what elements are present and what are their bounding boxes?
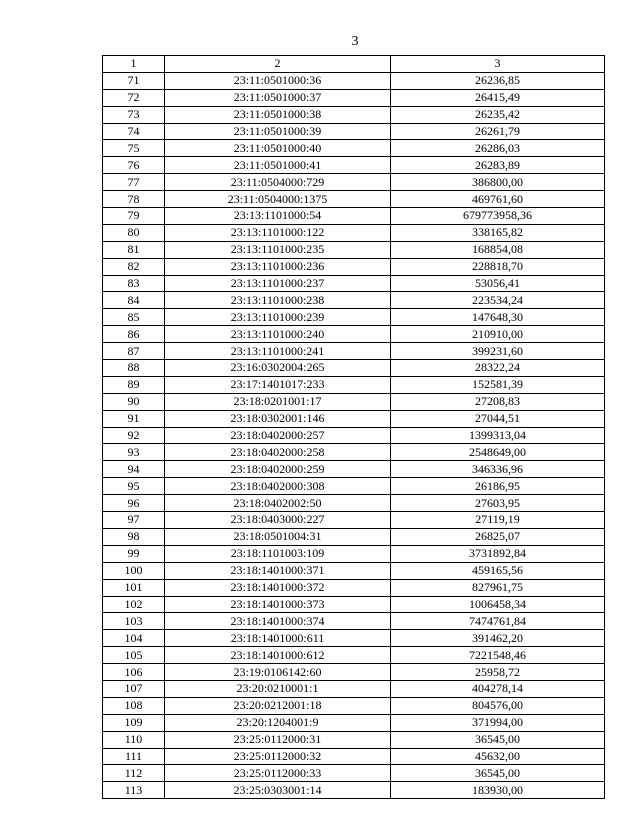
table-row: [103, 613, 605, 630]
value-cell: 27119,19: [391, 512, 605, 529]
table-row: [103, 495, 605, 512]
value-cell: 168854,08: [391, 241, 605, 258]
cadastral-number-cell: 23:18:0302001:146: [165, 410, 391, 427]
table-row: [103, 630, 605, 647]
table-row: [103, 376, 605, 393]
value-cell: 223534,24: [391, 292, 605, 309]
table-row: [103, 191, 605, 208]
cadastral-number-cell: 23:18:1401000:371: [165, 562, 391, 579]
row-number-cell: 108: [103, 697, 165, 714]
table-row: [103, 664, 605, 681]
row-number-cell: 95: [103, 478, 165, 495]
column-header-number: 1: [103, 56, 165, 73]
table-row: [103, 444, 605, 461]
row-number-cell: 93: [103, 444, 165, 461]
value-cell: 459165,56: [391, 562, 605, 579]
value-cell: 45632,00: [391, 748, 605, 765]
value-cell: 2548649,00: [391, 444, 605, 461]
table-row: [103, 360, 605, 377]
row-number-cell: 91: [103, 410, 165, 427]
table-row: [103, 714, 605, 731]
cadastral-number-cell: 23:16:0302004:265: [165, 360, 391, 377]
row-number-cell: 85: [103, 309, 165, 326]
cadastral-number-cell: 23:11:0501000:37: [165, 89, 391, 106]
table-row: [103, 748, 605, 765]
cadastral-number-cell: 23:18:1401000:373: [165, 596, 391, 613]
cadastral-number-cell: 23:18:1401000:611: [165, 630, 391, 647]
cadastral-number-cell: 23:13:1101000:235: [165, 241, 391, 258]
row-number-cell: 84: [103, 292, 165, 309]
cadastral-number-cell: 23:25:0112000:33: [165, 765, 391, 782]
table-row: [103, 393, 605, 410]
value-cell: 26186,95: [391, 478, 605, 495]
cadastral-number-cell: 23:19:0106142:60: [165, 664, 391, 681]
cadastral-number-cell: 23:13:1101000:54: [165, 208, 391, 225]
value-cell: 28322,24: [391, 360, 605, 377]
table-row: [103, 157, 605, 174]
table-row: [103, 174, 605, 191]
table-row: [103, 528, 605, 545]
value-cell: 27603,95: [391, 495, 605, 512]
value-cell: 36545,00: [391, 765, 605, 782]
row-number-cell: 105: [103, 647, 165, 664]
page-number: 3: [351, 34, 359, 49]
table-row: [103, 258, 605, 275]
row-number-cell: 109: [103, 714, 165, 731]
cadastral-number-cell: 23:18:1401000:372: [165, 579, 391, 596]
row-number-cell: 73: [103, 106, 165, 123]
table-body: [103, 72, 605, 798]
cadastral-number-cell: 23:18:1101003:109: [165, 545, 391, 562]
cadastral-number-cell: 23:11:0504000:1375: [165, 191, 391, 208]
table-row: [103, 275, 605, 292]
row-number-cell: 90: [103, 393, 165, 410]
cadastral-number-cell: 23:13:1101000:237: [165, 275, 391, 292]
value-cell: 27044,51: [391, 410, 605, 427]
table-header-row: [103, 56, 605, 73]
value-cell: 1006458,34: [391, 596, 605, 613]
cadastral-value-table: [102, 55, 605, 799]
value-cell: 26415,49: [391, 89, 605, 106]
value-cell: 386800,00: [391, 174, 605, 191]
cadastral-number-cell: 23:11:0501000:38: [165, 106, 391, 123]
cadastral-number-cell: 23:11:0501000:41: [165, 157, 391, 174]
value-cell: 183930,00: [391, 782, 605, 799]
cadastral-number-cell: 23:18:0402000:308: [165, 478, 391, 495]
cadastral-number-cell: 23:11:0504000:729: [165, 174, 391, 191]
cadastral-number-cell: 23:20:0212001:18: [165, 697, 391, 714]
value-cell: 679773958,36: [391, 208, 605, 225]
cadastral-number-cell: 23:11:0501000:39: [165, 123, 391, 140]
value-cell: 36545,00: [391, 731, 605, 748]
cadastral-number-cell: 23:11:0501000:36: [165, 72, 391, 89]
value-cell: 371994,00: [391, 714, 605, 731]
row-number-cell: 75: [103, 140, 165, 157]
value-cell: 25958,72: [391, 664, 605, 681]
cadastral-number-cell: 23:25:0112000:31: [165, 731, 391, 748]
row-number-cell: 81: [103, 241, 165, 258]
value-cell: 210910,00: [391, 326, 605, 343]
cadastral-number-cell: 23:13:1101000:122: [165, 224, 391, 241]
row-number-cell: 94: [103, 461, 165, 478]
value-cell: 27208,83: [391, 393, 605, 410]
table-row: [103, 309, 605, 326]
row-number-cell: 112: [103, 765, 165, 782]
cadastral-number-cell: 23:18:0402002:50: [165, 495, 391, 512]
value-cell: 804576,00: [391, 697, 605, 714]
value-cell: 53056,41: [391, 275, 605, 292]
table-row: [103, 647, 605, 664]
value-cell: 26236,85: [391, 72, 605, 89]
cadastral-number-cell: 23:13:1101000:241: [165, 343, 391, 360]
table-row: [103, 427, 605, 444]
row-number-cell: 110: [103, 731, 165, 748]
table-row: [103, 106, 605, 123]
value-cell: 26825,07: [391, 528, 605, 545]
table-row: [103, 410, 605, 427]
value-cell: 228818,70: [391, 258, 605, 275]
table-row: [103, 680, 605, 697]
row-number-cell: 77: [103, 174, 165, 191]
row-number-cell: 79: [103, 208, 165, 225]
table-row: [103, 697, 605, 714]
table-row: [103, 545, 605, 562]
table-row: [103, 72, 605, 89]
table-row: [103, 89, 605, 106]
cadastral-number-cell: 23:18:0501004:31: [165, 528, 391, 545]
value-cell: 399231,60: [391, 343, 605, 360]
value-cell: 7474761,84: [391, 613, 605, 630]
value-cell: 827961,75: [391, 579, 605, 596]
cadastral-number-cell: 23:25:0112000:32: [165, 748, 391, 765]
table-row: [103, 123, 605, 140]
cadastral-number-cell: 23:13:1101000:238: [165, 292, 391, 309]
row-number-cell: 96: [103, 495, 165, 512]
cadastral-number-cell: 23:20:0210001:1: [165, 680, 391, 697]
cadastral-number-cell: 23:18:1401000:612: [165, 647, 391, 664]
row-number-cell: 97: [103, 512, 165, 529]
cadastral-number-cell: 23:11:0501000:40: [165, 140, 391, 157]
row-number-cell: 113: [103, 782, 165, 799]
table-row: [103, 782, 605, 799]
row-number-cell: 86: [103, 326, 165, 343]
row-number-cell: 72: [103, 89, 165, 106]
cadastral-number-cell: 23:13:1101000:239: [165, 309, 391, 326]
value-cell: 469761,60: [391, 191, 605, 208]
cadastral-number-cell: 23:18:0402000:258: [165, 444, 391, 461]
table-row: [103, 731, 605, 748]
cadastral-number-cell: 23:18:1401000:374: [165, 613, 391, 630]
table-row: [103, 208, 605, 225]
table-row: [103, 140, 605, 157]
table-row: [103, 765, 605, 782]
row-number-cell: 83: [103, 275, 165, 292]
value-cell: 3731892,84: [391, 545, 605, 562]
value-cell: 26286,03: [391, 140, 605, 157]
column-header-value: 3: [391, 56, 605, 73]
row-number-cell: 102: [103, 596, 165, 613]
table-row: [103, 343, 605, 360]
row-number-cell: 74: [103, 123, 165, 140]
table-row: [103, 562, 605, 579]
value-cell: 338165,82: [391, 224, 605, 241]
row-number-cell: 101: [103, 579, 165, 596]
row-number-cell: 104: [103, 630, 165, 647]
table-row: [103, 292, 605, 309]
row-number-cell: 111: [103, 748, 165, 765]
cadastral-number-cell: 23:18:0403000:227: [165, 512, 391, 529]
cadastral-number-cell: 23:17:1401017:233: [165, 376, 391, 393]
value-cell: 404278,14: [391, 680, 605, 697]
value-cell: 147648,30: [391, 309, 605, 326]
column-header-cadastral-number: 2: [165, 56, 391, 73]
row-number-cell: 87: [103, 343, 165, 360]
row-number-cell: 99: [103, 545, 165, 562]
cadastral-number-cell: 23:13:1101000:240: [165, 326, 391, 343]
value-cell: 26283,89: [391, 157, 605, 174]
table-row: [103, 596, 605, 613]
table-row: [103, 461, 605, 478]
row-number-cell: 71: [103, 72, 165, 89]
table-row: [103, 579, 605, 596]
row-number-cell: 100: [103, 562, 165, 579]
row-number-cell: 78: [103, 191, 165, 208]
value-cell: 7221548,46: [391, 647, 605, 664]
table-row: [103, 241, 605, 258]
value-cell: 391462,20: [391, 630, 605, 647]
table-row: [103, 478, 605, 495]
cadastral-number-cell: 23:13:1101000:236: [165, 258, 391, 275]
cadastral-number-cell: 23:18:0402000:259: [165, 461, 391, 478]
table-row: [103, 512, 605, 529]
value-cell: 1399313,04: [391, 427, 605, 444]
row-number-cell: 107: [103, 680, 165, 697]
value-cell: 26235,42: [391, 106, 605, 123]
value-cell: 26261,79: [391, 123, 605, 140]
cadastral-number-cell: 23:18:0201001:17: [165, 393, 391, 410]
value-cell: 346336,96: [391, 461, 605, 478]
cadastral-number-cell: 23:20:1204001:9: [165, 714, 391, 731]
row-number-cell: 103: [103, 613, 165, 630]
cadastral-number-cell: 23:18:0402000:257: [165, 427, 391, 444]
row-number-cell: 98: [103, 528, 165, 545]
table-row: [103, 224, 605, 241]
row-number-cell: 92: [103, 427, 165, 444]
table-row: [103, 326, 605, 343]
row-number-cell: 88: [103, 360, 165, 377]
row-number-cell: 76: [103, 157, 165, 174]
row-number-cell: 106: [103, 664, 165, 681]
row-number-cell: 89: [103, 376, 165, 393]
value-cell: 152581,39: [391, 376, 605, 393]
row-number-cell: 82: [103, 258, 165, 275]
cadastral-number-cell: 23:25:0303001:14: [165, 782, 391, 799]
row-number-cell: 80: [103, 224, 165, 241]
